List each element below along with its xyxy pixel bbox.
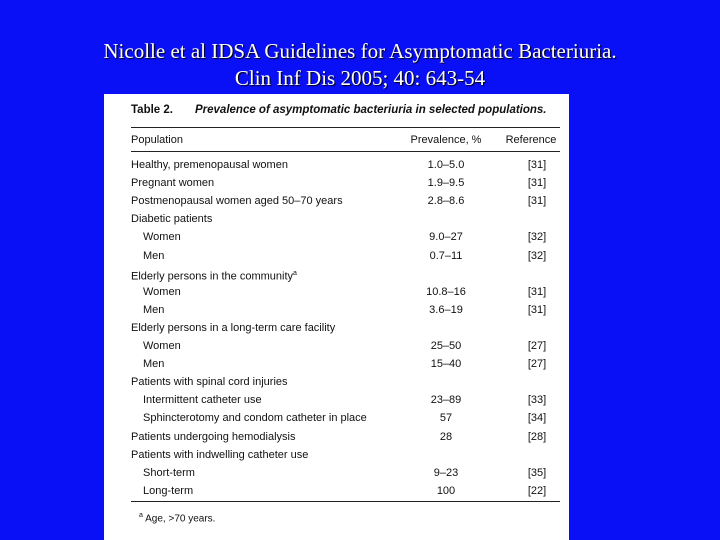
- table-row: [131, 228, 560, 246]
- cell-population-text: Women: [143, 285, 181, 298]
- header-population: Population: [131, 134, 183, 146]
- table-image-panel: [104, 94, 569, 540]
- table-row: [131, 482, 560, 500]
- cell-reference: [28]: [527, 430, 547, 443]
- table-row: [131, 301, 560, 319]
- cell-prevalence: 1.9–9.5: [427, 177, 465, 190]
- table-row: [131, 464, 560, 482]
- cell-population: [131, 428, 296, 446]
- table-bottom-rule: [131, 501, 560, 502]
- cell-population-text: Elderly persons in a long-term care facility: [131, 321, 336, 334]
- cell-population-text: Women: [143, 231, 181, 244]
- cell-population: [143, 337, 181, 355]
- cell-reference: [31]: [527, 303, 547, 316]
- table-row: [131, 156, 560, 174]
- cell-prevalence: 57: [439, 412, 453, 425]
- table-row: [131, 409, 560, 427]
- cell-reference: [32]: [527, 249, 547, 262]
- table-caption-text: Prevalence of asymptomatic bacteriuria in selected populations.: [195, 104, 547, 116]
- table-footnote: [139, 508, 215, 527]
- cell-prevalence: 9–23: [433, 466, 459, 479]
- cell-reference: [22]: [527, 484, 547, 497]
- cell-reference: [27]: [527, 340, 547, 352]
- cell-reference: [31]: [527, 177, 547, 190]
- cell-reference: [31]: [527, 195, 547, 208]
- cell-population-text: Diabetic patients: [131, 213, 213, 226]
- cell-population-text: Patients with spinal cord injuries: [131, 376, 288, 389]
- cell-prevalence: 100: [436, 484, 456, 497]
- table-row: [131, 247, 560, 265]
- cell-population: [143, 409, 367, 427]
- cell-population: [131, 174, 214, 192]
- cell-population: [143, 355, 164, 373]
- table-top-rule: [131, 127, 560, 128]
- cell-prevalence: 1.0–5.0: [427, 159, 465, 171]
- table-row: [131, 337, 560, 355]
- cell-population: [143, 228, 181, 246]
- slide-title: [0, 38, 720, 92]
- cell-reference: [31]: [527, 159, 547, 171]
- cell-population-text: Men: [143, 358, 165, 371]
- cell-reference: [32]: [527, 231, 547, 244]
- cell-prevalence: 25–50: [430, 340, 462, 352]
- cell-population-text: Healthy, premenopausal women: [131, 159, 288, 171]
- table-row: [131, 355, 560, 373]
- footnote-text: Age, >70 years.: [142, 513, 216, 525]
- cell-prevalence: 15–40: [430, 358, 462, 371]
- slide-title-line-2: Clin Inf Dis 2005; 40: 643-54: [234, 66, 486, 90]
- table-row: [131, 373, 560, 391]
- table-row: [131, 265, 560, 283]
- table-header-row: [131, 131, 560, 149]
- cell-prevalence: 10.8–16: [426, 285, 466, 298]
- cell-population: [131, 210, 212, 228]
- cell-population-text: Pregnant women: [131, 177, 215, 190]
- table-row: [131, 319, 560, 337]
- table-row: [131, 391, 560, 409]
- footnote-ref-marker: a: [293, 269, 297, 277]
- cell-population-text: Elderly persons in the community: [131, 270, 294, 283]
- cell-prevalence: 23–89: [430, 394, 462, 407]
- cell-population-text: Long-term: [143, 484, 194, 497]
- footnote-marker: a: [139, 512, 143, 519]
- cell-population-text: Short-term: [143, 466, 195, 479]
- table-header-rule: [131, 151, 560, 152]
- cell-population-text: Patients undergoing hemodialysis: [131, 430, 296, 443]
- cell-population: [143, 391, 262, 409]
- table-row: [131, 192, 560, 210]
- cell-reference: [31]: [527, 285, 547, 298]
- table-caption: [131, 104, 547, 116]
- table-row: [131, 446, 560, 464]
- cell-population: [131, 319, 335, 337]
- slide-title-line-1: Nicolle et al IDSA Guidelines for Asymptomatic Bacteriuria.: [103, 39, 617, 63]
- cell-population-text: Women: [143, 340, 181, 352]
- cell-prevalence: 9.0–27: [429, 231, 463, 244]
- cell-population: [143, 283, 181, 301]
- cell-reference: [34]: [527, 412, 547, 425]
- cell-population-text: Men: [143, 303, 165, 316]
- cell-reference: [33]: [527, 394, 547, 407]
- cell-population-text: Postmenopausal women aged 50–70 years: [131, 195, 343, 208]
- table-row: [131, 210, 560, 228]
- cell-population-text: Sphincterotomy and condom catheter in place: [143, 412, 367, 425]
- cell-population-text: Men: [143, 249, 165, 262]
- cell-prevalence: 2.8–8.6: [427, 195, 465, 208]
- table-row: [131, 283, 560, 301]
- table-row: [131, 428, 560, 446]
- cell-population: [143, 482, 193, 500]
- cell-prevalence: 0.7–11: [429, 249, 463, 262]
- cell-prevalence: 3.6–19: [429, 303, 463, 316]
- cell-reference: [35]: [527, 466, 547, 479]
- cell-prevalence: 28: [439, 430, 453, 443]
- cell-population: [131, 373, 288, 391]
- cell-population: [131, 446, 308, 464]
- cell-population-text: Intermittent catheter use: [143, 394, 262, 407]
- cell-population-text: Patients with indwelling catheter use: [131, 448, 309, 461]
- cell-population: [143, 247, 164, 265]
- cell-population: [131, 192, 343, 210]
- cell-reference: [27]: [527, 358, 547, 371]
- cell-population: [143, 301, 164, 319]
- table-number: Table 2.: [131, 104, 173, 116]
- cell-population: [131, 156, 288, 174]
- header-reference: Reference: [505, 134, 557, 146]
- cell-population: [143, 464, 195, 482]
- table-row: [131, 174, 560, 192]
- header-prevalence: Prevalence, %: [410, 134, 482, 146]
